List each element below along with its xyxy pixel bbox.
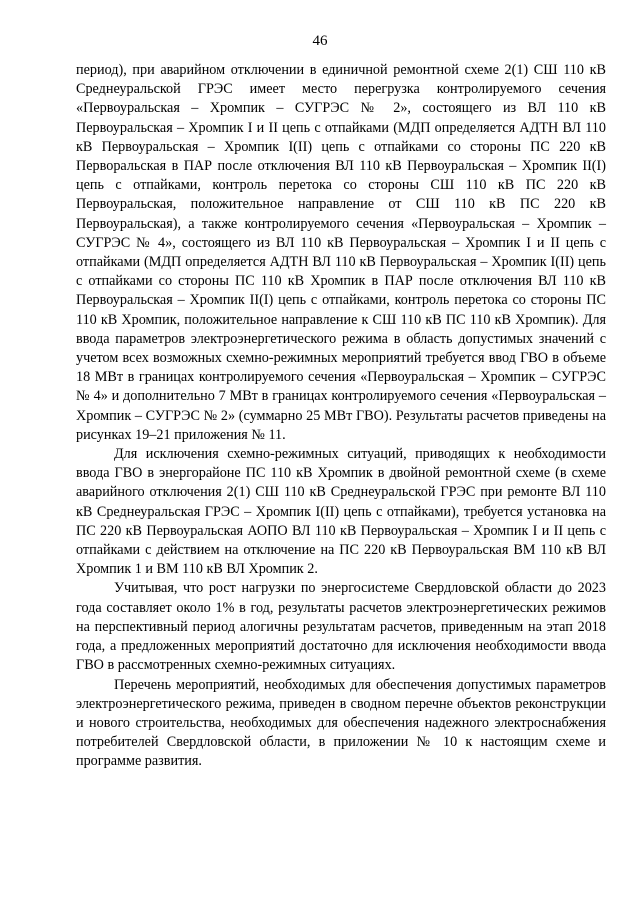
document-body <box>76 61 606 772</box>
paragraph-load-growth: Учитывая, что рост нагрузки по энергосистеме Свердловской области до 2023 года составляет около 1% в год, результаты расчетов электроэнергетических режимов на перспективный период алогичны результатам расчетов, приведенным на этап 2018 года, а предложенных мероприятий достаточно для исключения необходимости ввода ГВО в рассмотренных схемно-режимных ситуациях. <box>76 580 606 674</box>
page-number: 46 <box>312 33 328 49</box>
paragraph-measures-list: Перечень мероприятий, необходимых для обеспечения допустимых параметров электроэнергетического режима, приведен в сводном перечне объектов реконструкции и нового строительства, необходимых для обеспечения надежного электроснабжения потребителей Свердловской области, в приложении № 10 к настоящим схеме и программе развития. <box>76 676 606 770</box>
paragraph-continuation: период), при аварийном отключении в единичной ремонтной схеме 2(1) СШ 110 кВ Среднеуральской ГРЭС имеет место перегрузка контролируемого сечения «Первоуральская – Хромпик – СУГРЭС № 2», состоящего из ВЛ 110 кВ Первоуральская – Хромпик I и II цепь с отпайками (МДП определяется АДТН ВЛ 110 кВ Первоуральская – Хромпик I(II) цепь с отпайками со стороны ПС 220 кВ Перворальская в ПАР после отключения ВЛ 110 кВ Первоуральская – Хромпик II(I) цепь с отпайками, контроль перетока со стороны СШ 110 кВ ПС 220 кВ Первоуральская, положительное направление от СШ 110 кВ ПС 220 кВ Первоуральская), а также контролируемого сечения «Первоуральская – Хромпик – СУГРЭС № 4», состоящего из ВЛ 110 кВ Первоуральская – Хромпик I и II цепь с отпайками (МДП определяется АДТН ВЛ 110 кВ Первоуральская – Хромпик I(II) цепь с отпайками со стороны ПС 110 кВ Хромпик в ПАР после отключения ВЛ 110 кВ Первоуральская – Хромпик II(I) цепь с отпайками, контроль перетока со стороны ПС 110 кВ Хромпик, положительное направление к СШ 110 кВ ПС 110 кВ Хромпик). Для ввода параметров электроэнергетического режима в область допустимых значений с учетом всех возможных схемно-режимных мероприятий требуется ввод ГВО в объеме 18 МВт в границах контролируемого сечения «Первоуральская – Хромпик – СУГРЭС № 4» и дополнительно 7 МВт в границах контролируемого сечения «Первоуральская – Хромпик – СУГРЭС № 2» (суммарно 25 МВт ГВО). Результаты расчетов приведены на рисунках 19–21 приложения № 11. <box>76 62 606 443</box>
paragraph-aopo-requirement: Для исключения схемно-режимных ситуаций, приводящих к необходимости ввода ГВО в энергорайоне ПС 110 кВ Хромпик в двойной ремонтной схеме (в схеме аварийного отключения 2(1) СШ 110 кВ Среднеуральской ГРЭС при ремонте ВЛ 110 кВ Среднеуральская ГРЭС – Хромпик I(II) цепь с отпайками), требуется установка на ПС 220 кВ Первоуральская АОПО ВЛ 110 кВ Первоуральская – Хромпик I и II цепь с отпайками с действием на отключение на ПС 220 кВ Первоуральская ВМ 110 кВ ВЛ Хромпик 1 и ВМ 110 кВ ВЛ Хромпик 2. <box>76 446 606 578</box>
